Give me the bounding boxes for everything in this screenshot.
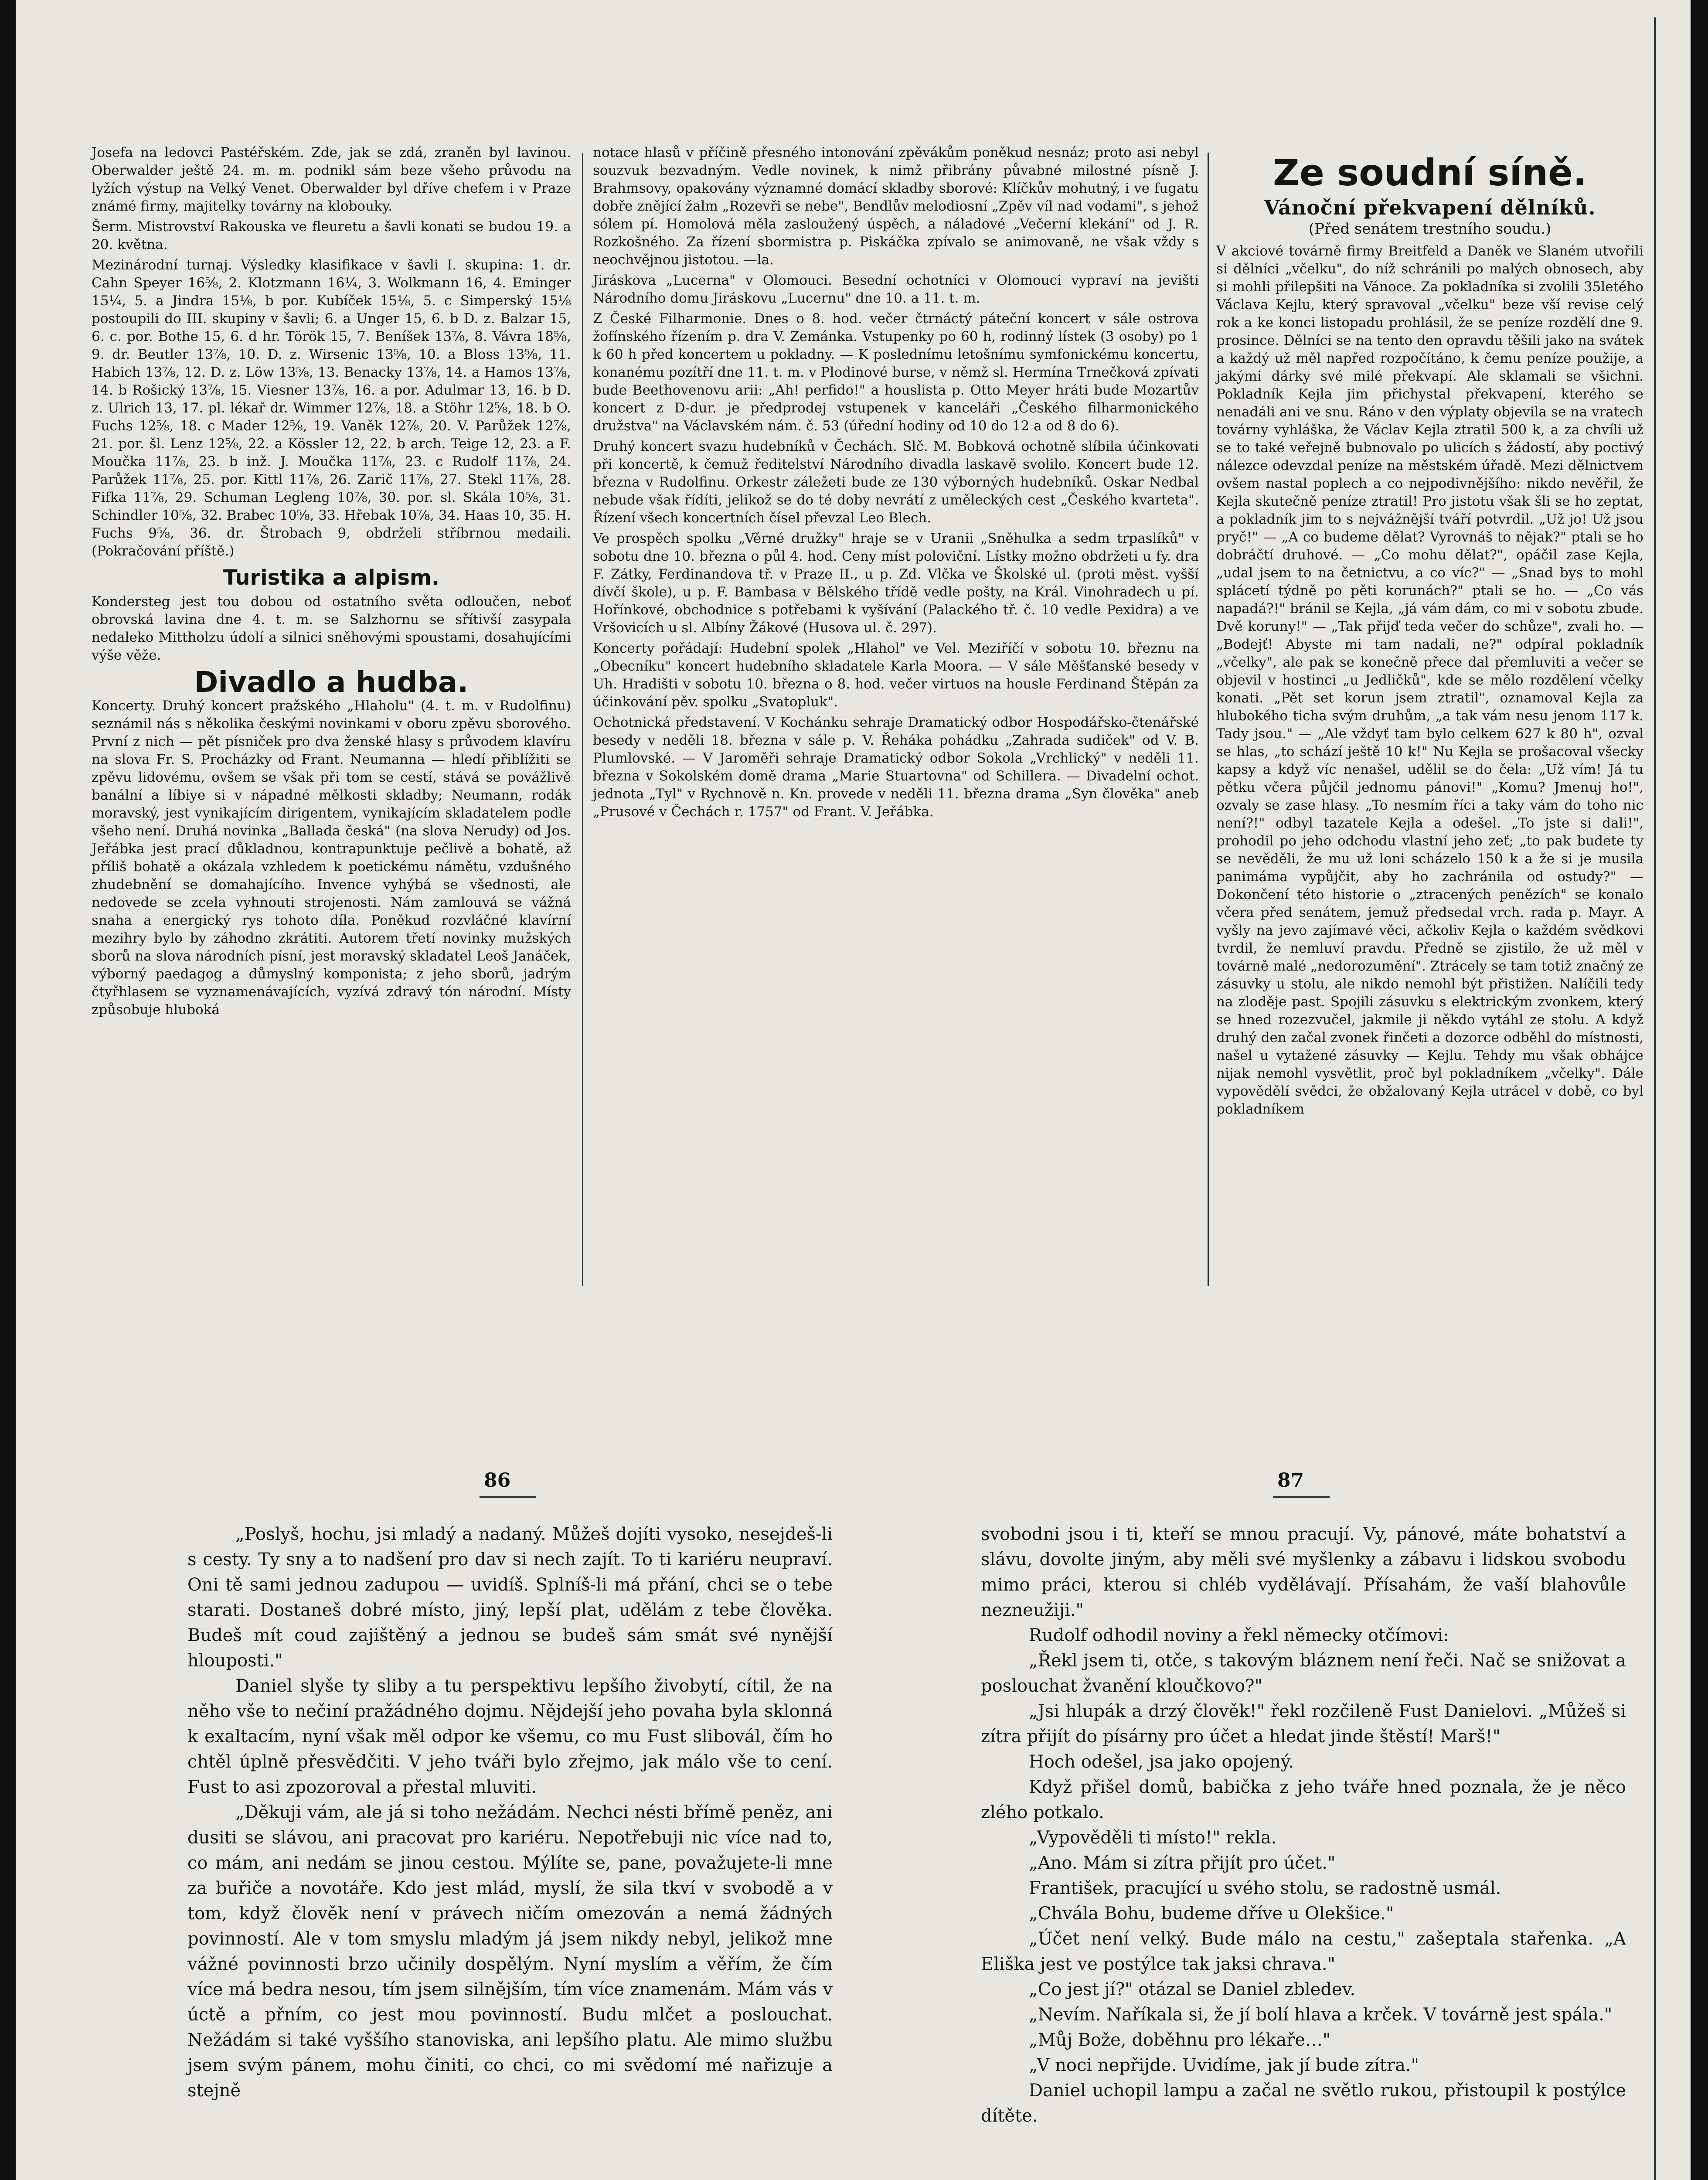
book-spread <box>131 1469 1657 2180</box>
article-hlahol-cont: notace hlasů v příčině přesného intonování zpěvákům poněkud nesnáz; proto asi nebyl souzvuk bezvadným. Vedle novinek, k nimž přibrány půvabné milostné písně J. Brahmsovy, opakovány významné domácí skladby sborové: Klíčkův mohutný, i ve fugatu dobře znějící žalm „Rozevři se nebe", Bendlův melodiosní „Zpěv víl nad vodami", s jehož sólem pí. Homolová měla zasloužený úspěch, a náladové „Večerní klekání" od J. R. Rozkošného. Za řízení sbormistra p. Piskáčka zpívalo se animovaně, ne však vždy s neochvějnou jistotou. —la. <box>593 145 1199 268</box>
scan-left-edge <box>0 0 16 2180</box>
book-paragraph: Daniel uchopil lampu a začal ne světlo rukou, přistoupil k postýlce dítěte. <box>981 2081 1626 2126</box>
book-paragraph: „Řekl jsem ti, otče, s takovým bláznem není řeči. Nač se snižovat a poslouchat žvanění kloučkovo?" <box>981 1651 1626 1696</box>
book-paragraph: Daniel slyše ty sliby a tu perspektivu lepšího živobytí, cítil, že na něho vše to nečiní pražádného dojmu. Nějdejší jeho povaha byla sklonná k exaltacím, nyní však měl odpor ke všemu, co mu Fust slibovál, čím ho chtěl úplně přesvědčiti. V jeho tváři bylo zřejmo, jak málo vše to cení. Fust to asi zpozoroval a přestal mluviti. <box>187 1676 833 1797</box>
article-koncerty-poradaji: Koncerty pořádají: Hudební spolek „Hlahol" ve Vel. Meziříčí v sobotu 10. březnu na „Obecníku" koncert hudebního skladatele Karla Moora. — V sále Měšťanské besedy v Uh. Hradišti v sobotu 10. března o 8. hod. večer virtuos na housle Ferdinand Štěpán za účinkování pěv. spolku „Svatopluk". <box>593 640 1199 710</box>
article-subheading: (Před senátem trestního soudu.) <box>1308 220 1551 238</box>
book-paragraph: Rudolf odhodil noviny a řekl německy otčímovi: <box>1029 1625 1449 1645</box>
book-paragraph: „Chvála Bohu, budeme dříve u Olekšice." <box>1029 1904 1394 1924</box>
book-page-right <box>981 1522 1626 2129</box>
article-turnaj: Mezinárodní turnaj. Výsledky klasifikace v šavli I. skupina: 1. dr. Cahn Speyer 16⅝, 2. Klotzmann 16¼, 3. Wolkmann 16, 4. Eminger 15¼, 5. a Jindra 15⅛, b por. Kubíček 15⅛, 5. c Simperský 15⅛ postoupili do III. skupiny v šavli; 6. a Unger 15, 6. b D. z. Balzar 15, 6. c. por. Bothe 15, 6. d hr. Török 15, 7. Beníšek 13⅞, 8. Vávra 18⅝, 9. dr. Beutler 13⅞, 10. D. z. Wirsenic 13⅝, 10. a Bloss 13⅝, 11. Habich 13⅞, 12. D. z. Löw 13⅝, 13. Benacky 13⅞, 14. a Hamos 13⅞, 14. b Rošický 13⅞, 15. Viesner 13⅞, 16. a por. Adulmar 13, 16. b D. z. Ulrich 13, 17. pl. lékař dr. Wimmer 12⅞, 18. a Stöhr 12⅝, 18. b O. Fuchs 12⅝, 18. c Mader 12⅝, 19. Vaněk 12⅞, 20. V. Parůžek 12⅞, 21. por. šl. Lenz 12⅝, 22. a Kössler 12, 22. b arch. Teige 12, 23. a F. Moučka 11⅞, 23. b inž. J. Moučka 11⅞, 23. c Rudolf 11⅞, 24. Parůžek 11⅞, 25. por. Kittl 11⅞, 26. Zarič 11⅞, 27. Stekl 11⅞, 28. Fifka 11⅞, 29. Schuman Legleng 10⅞, 30. por. sl. Skála 10⅝, 31. Schindler 10⅝, 32. Brabec 10⅝, 33. Hřebak 10⅞, 34. Haas 10, 35. H. Fuchs 9⅝, 36. dr. Štrobach 9, obdrželi stříbrnou medaili. (Pokračování příště.) <box>92 257 571 559</box>
book-paragraph: svobodni jsou i ti, kteří se mnou pracují. Vy, pánové, máte bohatství a slávu, dovolte jiným, aby měli své myšlenky a zábavu i lidskou svobodu mimo práci, kterou si chléb vydělávají. Přísahám, že vaší blahovůle nezneužiji." <box>981 1524 1626 1620</box>
book-paragraph: Když přišel domů, babička z jeho tváře hned poznala, že je něco zlého potkalo. <box>981 1777 1626 1822</box>
article-oberwalder: Josefa na ledovci Pastéřském. Zde, jak se zdá, zraněn byl lavinou. Oberwalder ještě 24. m. m. podnikl sám beze všeho průvodu na lyžích výstup na Velký Venet. Oberwalder byl dříve chefem i v Praze známé firmy, majitelky továrny na klobouky. <box>92 145 571 214</box>
column-court <box>1216 144 1643 1121</box>
column-divider <box>582 153 583 1286</box>
article-filharmonie: Z České Filharmonie. Dnes o 8. hod. večer čtrnáctý páteční koncert v sále ostrova žofínského řízením p. dra V. Zemánka. Vstupenky po 60 h, rodinný lístek (3 osoby) po 1 k 60 h před koncertem u pokladny. — K poslednímu letošnímu symfonickému koncertu, konanému pozítří dne 11. t. m. v Plodinové burse, v němž sl. Hermína Trnečková zpívati bude Beethovenovu arii: „Ah! perfido!" a houslista p. Otto Meyer hráti bude Mozartův koncert z D-dur. je předprodej vstupenek v kanceláři „Českého filharmonického družstva" na Václavském nám. č. 53 (úřední hodiny od 10 do 12 a od 8 do 6). <box>593 311 1199 434</box>
article-ochotnicka: Ochotnická představení. V Kochánku sehraje Dramatický odbor Hospodářsko-čtenářské besedy v neděli 18. března v sále p. V. Řeháka pohádku „Zahrada sudiček" od V. B. Plumlovské. — V Jaroměři sehraje Dramatický odbor Sokola „Vrchlický" v neděli 11. března v Sokolském domě drama „Marie Stuartovna" od Schillera. — Divadelní ochot. jednota „Tyl" v Rychnově n. Kn. provede v neděli 11. března drama „Syn člověka" aneb „Prusové v Čechách r. 1757" od Frant. V. Jeřábka. <box>593 715 1199 820</box>
article-kondersteg: Kondersteg jest tou dobou od ostatního světa odloučen, neboť obrovská lavina dne 4. t. m. se Salzhornu se sřítivší zasypala nedaleko Mittholzu údolí a silnici sněhovými spoustami, dosahujícími výše věže. <box>92 594 571 663</box>
article-verne-druzky: Ve prospěch spolku „Věrné družky" hraje se v Uranii „Sněhulka a sedm trpaslíků" v sobotu dne 10. března o půl 4. hod. Ceny míst poloviční. Lístky možno obdržeti u fy. dra F. Zátky, Ferdinandova tř. v Praze II., u p. Zd. Vlčka ve Školské ul. (proti měst. vyšší dívčí škole), u p. F. Bambasa v Bělského třídě vedle pošty, na Král. Vinohradech u pí. Hořínkové, obchodnice s potřebami k vyšívání (Palackého tř. č. 10 vedle Pexidra) a ve Vršovicích u sl. Albíny Žákové (Husova ul. č. 297). <box>593 531 1199 636</box>
page-number-right: 87 <box>1277 1469 1304 1492</box>
book-paragraph: „Vypověděli ti místo!" rekla. <box>1029 1828 1277 1848</box>
page-number-left: 86 <box>484 1469 511 1492</box>
book-paragraph: „Nevím. Naříkala si, že jí bolí hlava a krček. V továrně jest spála." <box>1029 2005 1613 2025</box>
section-title-turistika: Turistika a alpism. <box>223 565 440 590</box>
article-kejla: V akciové továrně firmy Breitfeld a Daněk ve Slaném utvořili si dělníci „včelku", do níž schránili po malých obnosech, aby si mohli přilepšiti na Vánoce. Za pokladníka si zvolili 35letého Václava Kejlu, který spravoval „včelku" beze vší revise celý rok a ke konci listopadu prohlásil, že se peníze rozdělí dne 9. prosince. Dělníci se na tento den opravdu těšili jako na svátek a každý už měl napřed rozpočítáno, k čemu peníze použije, a jakými dárky své milé překvapí. Ale sklamali se všichni. Pokladník Kejla jim přichystal překvapení, kterého se nenadáli ani ve snu. Ráno v den výplaty objevila se na vratech továrny vyhláška, že Václav Kejla ztratil 500 k, a za chvíli už se to také veřejně bubnovalo po ulicích s žádostí, aby poctivý nálezce odevzdal peníze na městském úřadě. Mezi dělnictvem ovšem nastal poplech a co nejpodivnějšího: nikdo nevěřil, že Kejla skutečně peníze ztratil! Pro jistotu však šli se ho zeptat, a pokladník jim to s nejvážnější tváří potvrdil. „Už jo! Už jsou pryč!" — „A co budeme dělat? Vyrovnáš to nějak?" ptali se ho dobráčtí druhové. — „Co mohu dělat?", opáčil zase Kejla, „udal jsem to na četnictvu, a co víc?" — „Snad bys to mohl splácetí týdně po pěti korunách?" ptali se ho. — „Co vás napadá?!" bránil se Kejla, „já vám dám, co mi v sobotu zbude. Dvě koruny!" — „Tak přijď teda večer do schůze", zvali ho. — „Bodejť! Abyste mi tam nadali, ne?" odpíral pokladník „včelky", ale pak se konečně přece dal přemluviti a večer se objevil v hostinci „u Jedličků", kde se mělo rozdělení včelky konati. „Pět set korun jsem ztratil", oznamoval Kejla za hlubokého ticha svým druhům, „a tak vám nesu jenom 117 k. Tady jsou." — „Ale vždyť tam bylo celkem 627 k 80 h", ozval se hlas, „to schází ještě 10 k!" Nu Kejla se prošacoval všecky kapsy a když víc nenašel, udělil se do čela: „Už vím! Já tu pětku včera půjčil jednomu pánovi!" „Komu? Jmenuj ho!", ozvaly se zase hlasy. „To nesmím říci a taky vám do toho nic není?!" odbyl tazatele Kejla a odešel. „To jste si dali!", prohodil po jeho odchodu vlastní jeho zeť; „to pak budete ty se nevěděli, že mu už loni scházelo 150 k a že si je musila panimáma vypůjčit, aby ho zachránila od ostudy?" — Dokončení této historie o „ztracených penězích" se konalo včera před senátem, jemuž předsedal vrch. rada p. Mayr. A vyšly na jevo zajímavé věci, ačkoliv Kejla o každém svědkovi tvrdil, že nemluví pravdu. Předně se zjistilo, že už měl v továrně malé „nedorozumění". Ztrácely se tam totiž značný ze zásuvky u stolu, ale nikdo nemohl být přistižen. Nalíčili tedy na zloděje past. Spojili zásuvku s elektrickým zvonkem, který se hned rozezvučel, jakmile ji někdo vytáhl ze stolu. A když druhý den začal zvonek řinčeti a dozorce odběhl do místnosti, našel u vytažené zásuvky — Kejlu. Tehdy mu však obhájce nijak nemohl vysvětlit, proč byl pokladníkem „včelky". Dále vypovědělí svědci, že obžalovaný Kejla utrácel v době, co byl pokladníkem <box>1216 243 1643 1117</box>
section-title-soudni-sin: Ze soudní síně. <box>1272 151 1587 194</box>
scan-right-edge <box>1691 0 1708 2180</box>
column-music <box>593 144 1199 824</box>
column-sport-theatre <box>92 144 571 1022</box>
book-paragraph: „Můj Bože, doběhnu pro lékaře…" <box>1029 2030 1331 2050</box>
book-paragraph: „Jsi hlupák a drzý člověk!" řekl rozčileně Fust Danielovi. „Můžeš si zítra přijít do písárny pro účet a hledat jinde štěstí! Marš!" <box>981 1701 1626 1747</box>
book-page-left <box>187 1522 833 2103</box>
book-paragraph: „Ano. Mám si zítra přijít pro účet." <box>1029 1853 1336 1873</box>
book-paragraph: „Co jest jí?" otázal se Daniel zbledev. <box>1029 1979 1356 1999</box>
book-paragraph: „V noci nepřijde. Uvidíme, jak jí bude zítra." <box>1029 2055 1419 2075</box>
article-headline-vanocni: Vánoční překvapení dělníků. <box>1264 196 1596 219</box>
column-divider <box>1208 153 1209 1286</box>
page-number-rule <box>480 1496 536 1498</box>
article-svaz-hudebniku: Druhý koncert svazu hudebníků v Čechách. Slč. M. Bobková ochotně slíbila účinkovati při koncertě, k čemuž ředitelství Národního divadla laskavě svolilo. Koncert bude 12. března v Rudolfinu. Orkestr záležeti bude ze 130 výborných hudebníků. Oskar Nedbal nebude však řídíti, jelikož se do té doby nevrátí z uměleckých cest „Českého kvarteta". Řízení všech koncertních čísel převzal Leo Blech. <box>593 439 1199 526</box>
book-paragraph: „Účet není velký. Bude málo na cestu," zašeptala stařenka. „A Eliška jest ve postýlce tak jaksi chrava." <box>981 1929 1626 1974</box>
section-title-divadlo: Divadlo a hudba. <box>194 665 469 699</box>
article-koncerty: Koncerty. Druhý koncert pražského „Hlaholu" (4. t. m. v Rudolfinu) seznámil nás s několika českými novinkami v oboru zpěvu sborového. První z nich — pět písniček pro dva ženské hlasy s průvodem klavíru na slova Fr. S. Procházky od Frant. Neumanna — hledí přiblížiti se zpěvu lidovému, ovšem se však při tom se cestí, stává se povážlivě banální a líbiye si v nápadné mělkosti skladby; Neumann, rodák moravský, jest vynikajícím dirigentem, vynikajícím skladatelem podle všeho není. Druhá novinka „Ballada česká" (na slova Nerudy) od Jos. Jeřábka jest prací důkladnou, kontrapunktuje pečlivě a bohatě, až příliš bohatě a okázala vzhledem k poetickému námětu, vzdušného zhudebnění se domahajícího. Invence vyhýbá se všednosti, ale nedovede se zcela vyhnouti strojenosti. Nám zamlouvá se vážná snaha a energický rys tohoto díla. Poněkud rozvláčné klavírní mezihry bylo by záhodno zkrátiti. Autorem třetí novinky mužských sborů na slova národních písní, jest moravský skladatel Leoš Janáček, výborný paedagog a důmyslný komponista; z jeho sborů, jadrým čtyřhlasem se vyznamenávajících, vyzívá zdravý tón národní. Místy způsobuje hluboká <box>92 698 571 1018</box>
book-paragraph: „Poslyš, hochu, jsi mladý a nadaný. Můžeš dojíti vysoko, nesejdeš-li s cesty. Ty sny a to nadšení pro dav si nech zajít. To ti kariéru neupraví. Oni tě sami jednou zadupou — uvidíš. Splníš-li má přání, chci se o tebe starati. Dostaneš dobré místo, jiný, lepší plat, udělám z tebe člověka. Budeš mít coud zajištěný a jednou se budeš sám smát své nynější hlouposti." <box>187 1524 833 1671</box>
book-paragraph: „Děkuji vám, ale já si toho nežádám. Nechci nésti břímě peněz, ani dusiti se slávou, ani pracovat pro kariéru. Nepotřebuji nic více nad to, co mám, ani nedám se jinou cestou. Mýlíte se, pane, považujete-li mne za buřiče a novotáře. Kdo jest mlád, myslí, že sila tkví v svobodě a v tom, když člověk není v právech ničím omezován a nemá žádných povinností. Ale v tom smyslu mladým já jsem nikdy nebyl, jelikož mne vážné povinnosti brzo učinily dospělým. Nyní myslím a věřím, že čím více má bedra nesou, tím jsem silnějším, tím více znamenám. Mám vás v úctě a přním, co jest mou povinností. Budu mlčet a poslouchat. Nežádám si také vyššího stanoviska, ani lepšího platu. Ale mimo službu jsem svým pánem, mohu činiti, co chci, co mi svědomí mé nařizuje a stejně <box>187 1802 833 2101</box>
article-serm: Šerm. Mistrovství Rakouska ve fleuretu a šavli konati se budou 19. a 20. května. <box>92 219 571 252</box>
newspaper-clipping <box>92 144 1643 1378</box>
page-number-rule <box>1273 1496 1330 1498</box>
book-paragraph: Hoch odešel, jsa jako opojený. <box>1029 1752 1294 1772</box>
book-paragraph: František, pracující u svého stolu, se radostně usmál. <box>1029 1878 1501 1898</box>
article-lucerna: Jiráskova „Lucerna" v Olomouci. Besední ochotníci v Olomouci vypraví na jevišti Národního domu Jiráskovu „Lucernu" dne 10. a 11. t. m. <box>593 272 1199 306</box>
